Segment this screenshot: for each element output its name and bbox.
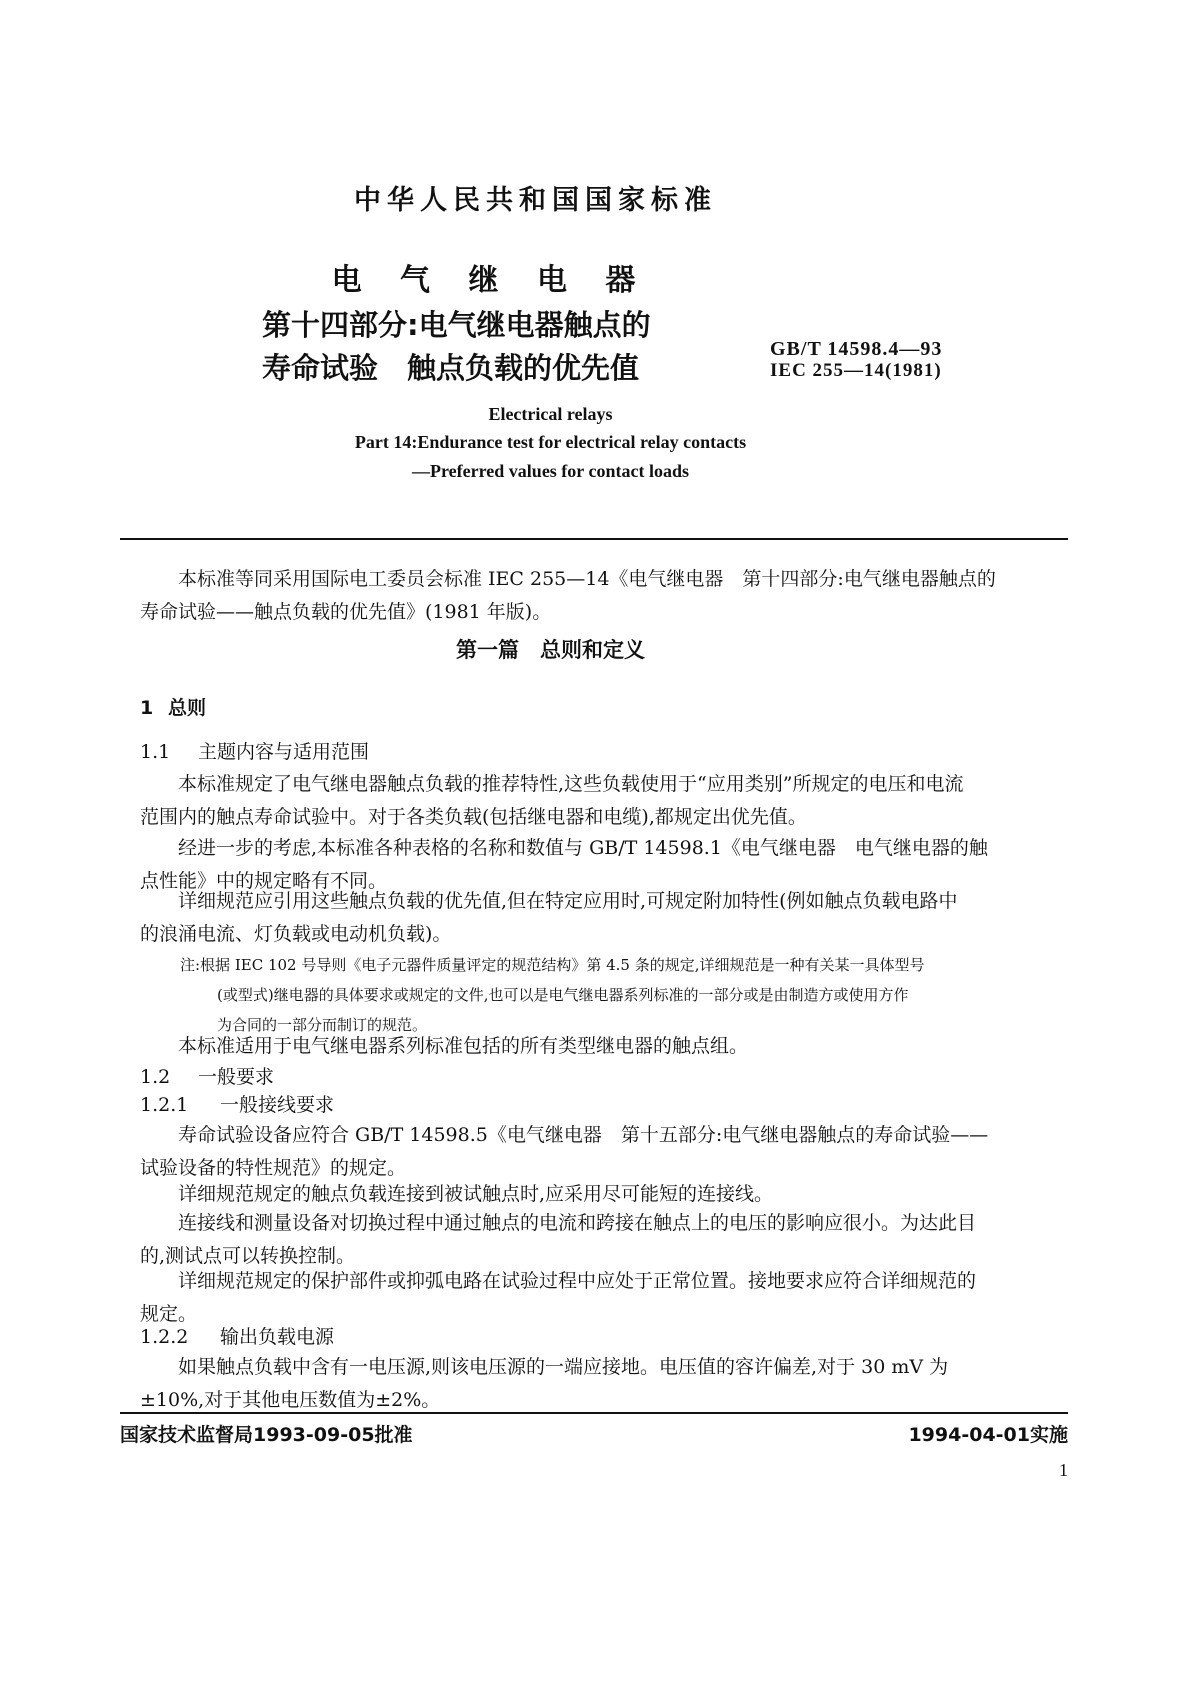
gb-standard-code: GB/T 14598.4—93 bbox=[770, 338, 943, 360]
section-number: 1.1 bbox=[140, 741, 171, 763]
text-line: 点性能》中的规定略有不同。 bbox=[140, 870, 388, 892]
section-1-2-2-heading bbox=[140, 1321, 334, 1354]
title-cn-line2: 第十四部分:电气继电器触点的 bbox=[262, 308, 651, 342]
text-line: 本标准适用于电气继电器系列标准包括的所有类型继电器的触点组。 bbox=[178, 1035, 749, 1057]
section-1-1-heading bbox=[140, 736, 369, 769]
national-standard-header: 中华人民共和国国家标准 bbox=[354, 185, 717, 216]
note-line: 注:根据 IEC 102 号导则《电子元器件质量评定的规范结构》第 4.5 条的规定,详细规范是一种有关某一具体型号 bbox=[180, 956, 925, 974]
title-cn-line1: 电 气 继 电 器 bbox=[331, 263, 650, 298]
intro-line: 本标准等同采用国际电工委员会标准 IEC 255—14《电气继电器 第十四部分:电气继电器触点的 bbox=[178, 568, 996, 590]
title-cn-line3: 寿命试验 触点负载的优先值 bbox=[262, 351, 640, 385]
footer-divider bbox=[120, 1412, 1068, 1414]
section-1-2-2-paragraph-1 bbox=[140, 1351, 1065, 1417]
text-line: 试验设备的特性规范》的规定。 bbox=[140, 1157, 407, 1179]
section-title: 总则 bbox=[168, 697, 207, 719]
text-line: 详细规范规定的保护部件或抑弧电路在试验过程中应处于正常位置。接地要求应符合详细规范的 bbox=[178, 1270, 977, 1292]
part-title: 第一篇 总则和定义 bbox=[456, 638, 645, 662]
section-1-1-paragraph-1 bbox=[140, 768, 1065, 834]
section-title: 主题内容与适用范围 bbox=[198, 741, 370, 763]
text-line: 详细规范规定的触点负载连接到被试触点时,应采用尽可能短的连接线。 bbox=[178, 1183, 774, 1205]
approval-date: 国家技术监督局1993-09-05批准 bbox=[120, 1424, 413, 1446]
section-1-2-1-heading bbox=[140, 1089, 334, 1122]
note-line: (或型式)继电器的具体要求或规定的文件,也可以是电气继电器系列标准的一部分或是由制造方或使用方作 bbox=[217, 986, 909, 1004]
intro-line: 寿命试验——触点负载的优先值》(1981 年版)。 bbox=[140, 601, 552, 623]
title-en-line1: Electrical relays bbox=[488, 404, 613, 424]
text-line: 规定。 bbox=[140, 1303, 198, 1325]
intro-paragraph bbox=[140, 563, 1065, 629]
note-block bbox=[180, 950, 1065, 1040]
section-1-1-paragraph-3 bbox=[140, 885, 1065, 951]
section-number: 1 bbox=[140, 697, 154, 719]
text-line: 详细规范应引用这些触点负载的优先值,但在特定应用时,可规定附加特性(例如触点负载电路中 bbox=[178, 890, 958, 912]
effective-date: 1994-04-01实施 bbox=[908, 1424, 1068, 1446]
section-number: 1.2.1 bbox=[140, 1094, 189, 1116]
page-number: 1 bbox=[1059, 1460, 1068, 1480]
title-en-line3: —Preferred values for contact loads bbox=[412, 461, 689, 481]
text-line: 范围内的触点寿命试验中。对于各类负载(包括继电器和电缆),都规定出优先值。 bbox=[140, 806, 807, 828]
note-line: 为合同的一部分而制订的规范。 bbox=[217, 1016, 428, 1034]
text-line: 连接线和测量设备对切换过程中通过触点的电流和跨接在触点上的电压的影响应很小。为达此目 bbox=[178, 1212, 977, 1234]
section-number: 1.2 bbox=[140, 1066, 171, 1088]
section-1-2-1-paragraph-3 bbox=[140, 1207, 1065, 1273]
text-line: 经进一步的考虑,本标准各种表格的名称和数值与 GB/T 14598.1《电气继电器 电气继电器的触 bbox=[178, 837, 988, 859]
section-1-1-paragraph-4 bbox=[140, 1030, 1065, 1063]
section-1-heading bbox=[140, 692, 206, 725]
section-title: 一般接线要求 bbox=[220, 1094, 335, 1116]
section-1-2-1-paragraph-1 bbox=[140, 1119, 1065, 1185]
text-line: ±10%,对于其他电压数值为±2%。 bbox=[140, 1389, 441, 1411]
iec-standard-code: IEC 255—14(1981) bbox=[770, 360, 942, 381]
text-line: 的,测试点可以转换控制。 bbox=[140, 1245, 356, 1267]
section-number: 1.2.2 bbox=[140, 1326, 189, 1348]
header-divider bbox=[120, 538, 1068, 540]
title-en-line2: Part 14:Endurance test for electrical relay contacts bbox=[354, 432, 747, 452]
text-line: 寿命试验设备应符合 GB/T 14598.5《电气继电器 第十五部分:电气继电器触点的寿命试验—— bbox=[178, 1124, 989, 1146]
section-title: 一般要求 bbox=[198, 1066, 275, 1088]
text-line: 本标准规定了电气继电器触点负载的推荐特性,这些负载使用于“应用类别”所规定的电压和电流 bbox=[178, 773, 964, 795]
section-title: 输出负载电源 bbox=[220, 1326, 335, 1348]
text-line: 如果触点负载中含有一电压源,则该电压源的一端应接地。电压值的容许偏差,对于 30 mV 为 bbox=[178, 1356, 949, 1378]
text-line: 的浪涌电流、灯负载或电动机负载)。 bbox=[140, 923, 452, 945]
